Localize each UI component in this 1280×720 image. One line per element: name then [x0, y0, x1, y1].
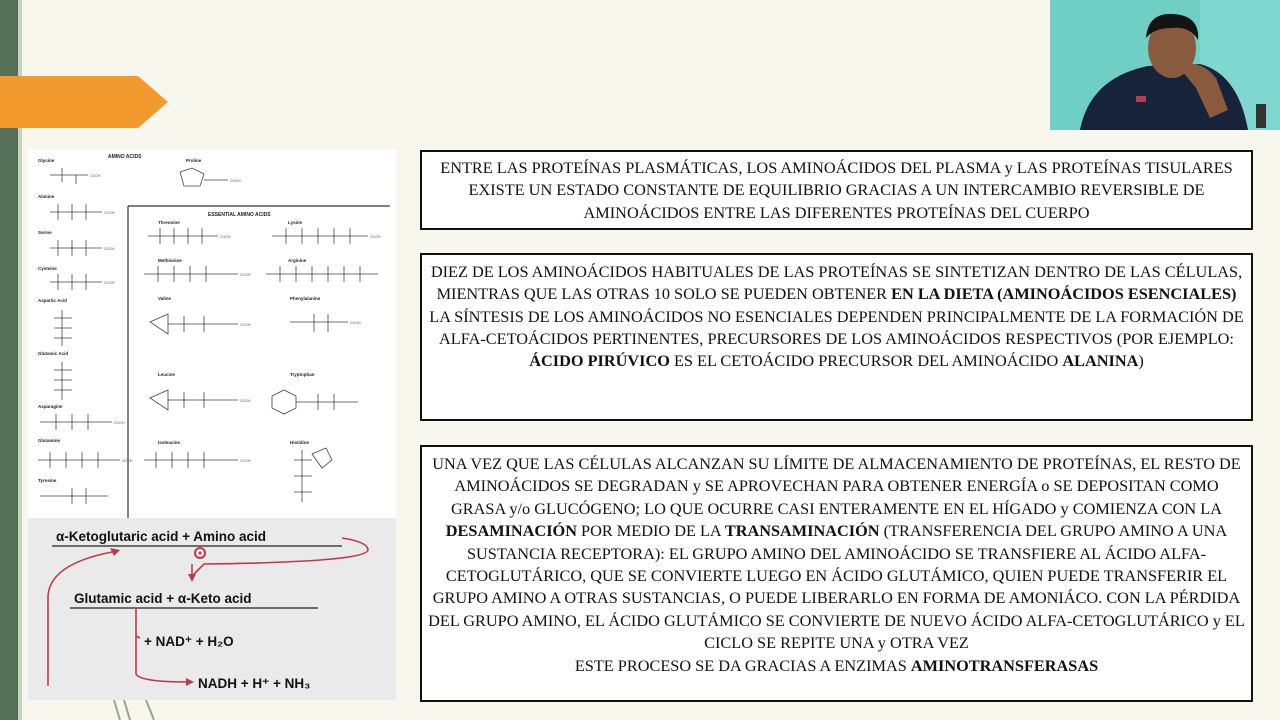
transamination-reaction-diagram [28, 518, 396, 700]
aa-ess-right-2: Phenylalanine [290, 296, 321, 301]
svg-text:COOH: COOH [104, 247, 115, 251]
svg-text:COOH: COOH [350, 321, 361, 325]
text-box-plasma-proteins [420, 150, 1253, 230]
box3-paragraph-2 [426, 655, 1247, 677]
box3-bold-3: AMINOTRANSFERASAS [910, 655, 1099, 675]
aa-label-0: Glycine [38, 158, 55, 163]
aa-ess-right-3: Tryptophan [290, 372, 315, 377]
svg-text:COOH: COOH [104, 211, 115, 215]
box3-bold-2: TRANSAMINACIÓN [724, 521, 880, 541]
box3-bold-1: DESAMINACIÓN [445, 521, 577, 541]
svg-text:COOH: COOH [240, 459, 251, 463]
aa-label-2: Serine [38, 230, 52, 235]
svg-text:COOH: COOH [220, 235, 231, 239]
box3-text-2: POR MEDIO DE LA [576, 521, 725, 541]
box2-p2-text-b: ES EL CETOÁCIDO PRECURSOR DEL AMINOÁCIDO [669, 351, 1063, 371]
reaction-line-1: α-Ketoglutaric acid + Amino acid [56, 529, 266, 544]
aa-label-6: Asparagine [38, 404, 63, 409]
diagram-title: AMINO ACIDS [108, 154, 142, 160]
box2-p1-bold: EN LA DIETA (AMINOÁCIDOS ESENCIALES) [891, 284, 1237, 304]
box2-p2-text-a: LA SÍNTESIS DE LOS AMINOÁCIDOS NO ESENCIALES DEPENDEN PRINCIPALMENTE DE LA FORMACIÓN DE ALFA-CETOÁCIDOS PERTINENTES, PRECURSORES DE LOS AMINOÁCIDOS RESPECTIVOS (POR EJEMPLO: [429, 306, 1244, 348]
reaction-line-3: + NAD⁺ + H₂O [144, 634, 234, 649]
aa-label-5: Glutamic Acid [38, 351, 69, 356]
diagram-essential-title: ESSENTIAL AMINO ACIDS [208, 212, 271, 218]
svg-text:COOH: COOH [240, 399, 251, 403]
svg-text:COOH: COOH [104, 281, 115, 285]
svg-text:COOH: COOH [240, 273, 251, 277]
box2-p2-text-c: ) [1138, 351, 1144, 371]
svg-text:COOH: COOH [122, 459, 133, 463]
svg-text:COOH: COOH [240, 323, 251, 327]
orange-arrow-decor [0, 76, 168, 128]
aa-label-4: Aspartic Acid [38, 298, 67, 303]
aa-ess-right-1: Arginine [288, 258, 307, 263]
aa-label-8: Tyrosine [38, 478, 57, 483]
box2-paragraph-2 [428, 306, 1245, 373]
aa-ess-left-0: Threonine [158, 220, 180, 225]
amino-acids-structure-diagram [28, 150, 396, 518]
reaction-line-2: Glutamic acid + α-Keto acid [74, 591, 252, 606]
box3-text-3: (TRANSFERENCIA DEL GRUPO AMINO A UNA SUSTANCIA RECEPTORA): EL GRUPO AMINO DEL AMINOÁCIDO SE TRANSFIERE AL ÁCIDO ALFA-CETOGLUTÁRICO, QUE SE CONVIERTE LUEGO EN ÁCIDO GLUTÁMICO, QUIEN PUEDE TRANSFERIR EL GRUPO AMINO A OTRAS SUSTANCIAS, O PUEDE LIBERARLO EN FORMA DE AMONIÁCO. CON LA PÉRDIDA DEL GRUPO AMINO, EL ÁCIDO GLUTÁMICO SE CONVIERTE DE NUEVO ÁCIDO ALFA-CETOGLUTÁRICO y EL CICLO SE REPITE UNA y OTRA VEZ [428, 521, 1245, 653]
aa-label-proline: Proline [186, 158, 202, 163]
text-box-amino-acid-synthesis [420, 253, 1253, 421]
webcam-video [1050, 0, 1280, 130]
aa-label-7: Glutamine [38, 438, 61, 443]
structure-formulas [38, 168, 378, 504]
aa-ess-right-4: Histidine [290, 440, 310, 445]
text-box-deamination [420, 445, 1253, 702]
aa-ess-left-2: Valine [158, 296, 172, 301]
svg-text:COOH: COOH [114, 421, 125, 425]
reaction-line-4: NADH + H⁺ + NH₃ [198, 676, 311, 691]
box2-p2-bold-1: ÁCIDO PIRÚVICO [529, 351, 670, 371]
aa-ess-left-4: Isoleucine [158, 440, 181, 445]
aa-label-1: Alanine [38, 194, 55, 199]
box3-paragraph-1 [426, 453, 1247, 655]
box3-text-4: ESTE PROCESO SE DA GRACIAS A ENZIMAS [574, 655, 911, 675]
box2-paragraph-1 [428, 261, 1245, 306]
svg-text:COOH: COOH [230, 179, 241, 183]
presenter-image [1050, 0, 1280, 130]
aa-ess-left-1: Methionine [158, 258, 182, 263]
svg-text:COOH: COOH [370, 235, 381, 239]
aa-ess-left-3: Leucine [158, 372, 176, 377]
aa-ess-right-0: Lysine [288, 220, 303, 225]
aa-label-3: Cysteine [38, 266, 57, 271]
box3-text-1: UNA VEZ QUE LAS CÉLULAS ALCANZAN SU LÍMITE DE ALMACENAMIENTO DE PROTEÍNAS, EL RESTO DE AMINOÁCIDOS SE DEGRADAN y SE APROVECHAN PARA OBTENER ENERGÍA o SE DEPOSITAN COMO GRASA y/o GLUCÓGENO; LO QUE OCURRE CASI ENTERAMENTE EN EL HÍGADO y COMIENZA CON LA [432, 454, 1241, 518]
box2-p1-text: DIEZ DE LOS AMINOÁCIDOS HABITUALES DE LAS PROTEÍNAS SE SINTETIZAN DENTRO DE LAS CÉLULAS, MIENTRAS QUE LAS OTRAS 10 SOLO SE PUEDEN OBTENER [430, 262, 1243, 304]
reaction-arrows [48, 538, 368, 686]
svg-text:COOH: COOH [90, 174, 101, 178]
box2-p2-bold-2: ALANINA [1062, 351, 1139, 371]
box1-text: ENTRE LAS PROTEÍNAS PLASMÁTICAS, LOS AMINOÁCIDOS DEL PLASMA y LAS PROTEÍNAS TISULARES EXISTE UN ESTADO CONSTANTE DE EQUILIBRIO GRACIAS A UN INTERCAMBIO REVERSIBLE DE AMINOÁCIDOS ENTRE LAS DIFERENTES PROTEÍNAS DEL CUERPO [440, 158, 1233, 222]
